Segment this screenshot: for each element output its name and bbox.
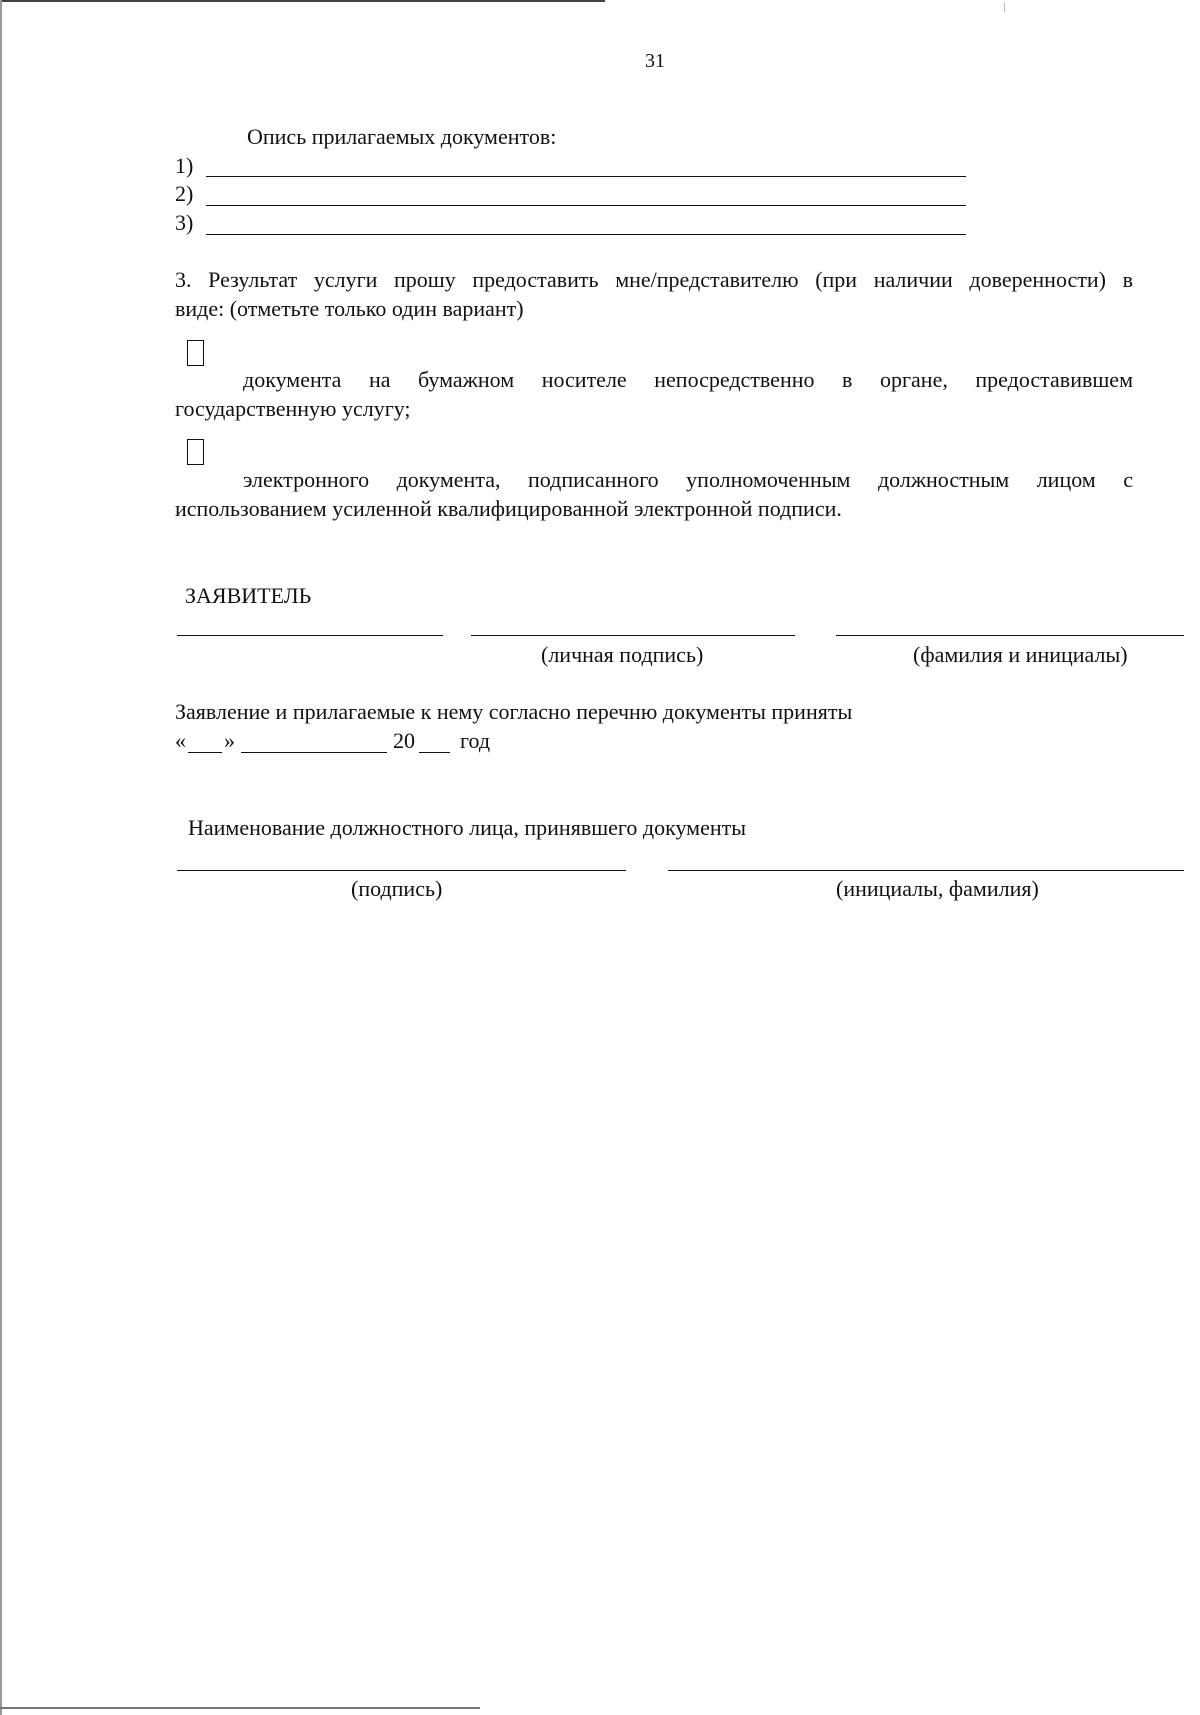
date-open-quote: « bbox=[175, 728, 186, 753]
option-electronic-text-line2: использованием усиленной квалифицированной электронной подписи. bbox=[175, 496, 842, 521]
option-paper-text-line1: документа на бумажном носителе непосредственно в органе, предоставившем bbox=[243, 367, 1133, 392]
applicant-line-1[interactable] bbox=[177, 635, 443, 636]
official-name-caption: (инициалы, фамилия) bbox=[836, 876, 1039, 901]
attachment-item-3-label: 3) bbox=[175, 210, 194, 235]
page-number: 31 bbox=[645, 50, 665, 72]
option-paper-text-line2: государственную услугу; bbox=[175, 396, 411, 421]
date-year-line[interactable] bbox=[419, 752, 450, 753]
attachment-item-1-label: 1) bbox=[175, 153, 194, 178]
applicant-label: ЗАЯВИТЕЛЬ bbox=[185, 583, 312, 608]
scan-mark bbox=[1004, 2, 1005, 12]
official-label: Наименование должностного лица, принявшего документы bbox=[188, 815, 747, 840]
scan-edge-top bbox=[0, 0, 605, 2]
date-close-quote: » bbox=[224, 728, 235, 753]
option-electronic-checkbox[interactable] bbox=[187, 439, 204, 465]
option-electronic-text-line1: электронного документа, подписанного уполномоченным должностным лицом с bbox=[243, 467, 1133, 492]
date-day-line[interactable] bbox=[188, 752, 222, 753]
scan-edge-bottom bbox=[0, 1707, 480, 1709]
section3-text-line1: 3. Результат услуги прошу предоставить мне/представителю (при наличии доверенности) в bbox=[175, 267, 1133, 292]
date-month-line[interactable] bbox=[241, 752, 387, 753]
applicant-signature-line[interactable] bbox=[471, 635, 795, 636]
official-signature-line[interactable] bbox=[177, 870, 626, 871]
applicant-name-caption: (фамилия и инициалы) bbox=[913, 642, 1128, 667]
date-year-suffix: год bbox=[460, 728, 491, 753]
attachments-heading: Опись прилагаемых документов: bbox=[247, 124, 557, 149]
applicant-signature-caption: (личная подпись) bbox=[541, 642, 704, 667]
official-name-line[interactable] bbox=[668, 870, 1184, 871]
attachment-item-2-line[interactable] bbox=[206, 205, 966, 206]
attachment-item-3-line[interactable] bbox=[206, 234, 966, 235]
attachment-item-2-label: 2) bbox=[175, 181, 194, 206]
scan-edge-left bbox=[0, 0, 2, 1715]
attachment-item-1-line[interactable] bbox=[206, 176, 966, 177]
official-signature-caption: (подпись) bbox=[351, 876, 443, 901]
acceptance-text: Заявление и прилагаемые к нему согласно перечню документы приняты bbox=[175, 699, 853, 724]
option-paper-checkbox[interactable] bbox=[187, 340, 204, 366]
section3-text-line2: виде: (отметьте только один вариант) bbox=[175, 296, 524, 321]
date-year-prefix: 20 bbox=[393, 728, 415, 753]
applicant-name-line[interactable] bbox=[836, 635, 1184, 636]
